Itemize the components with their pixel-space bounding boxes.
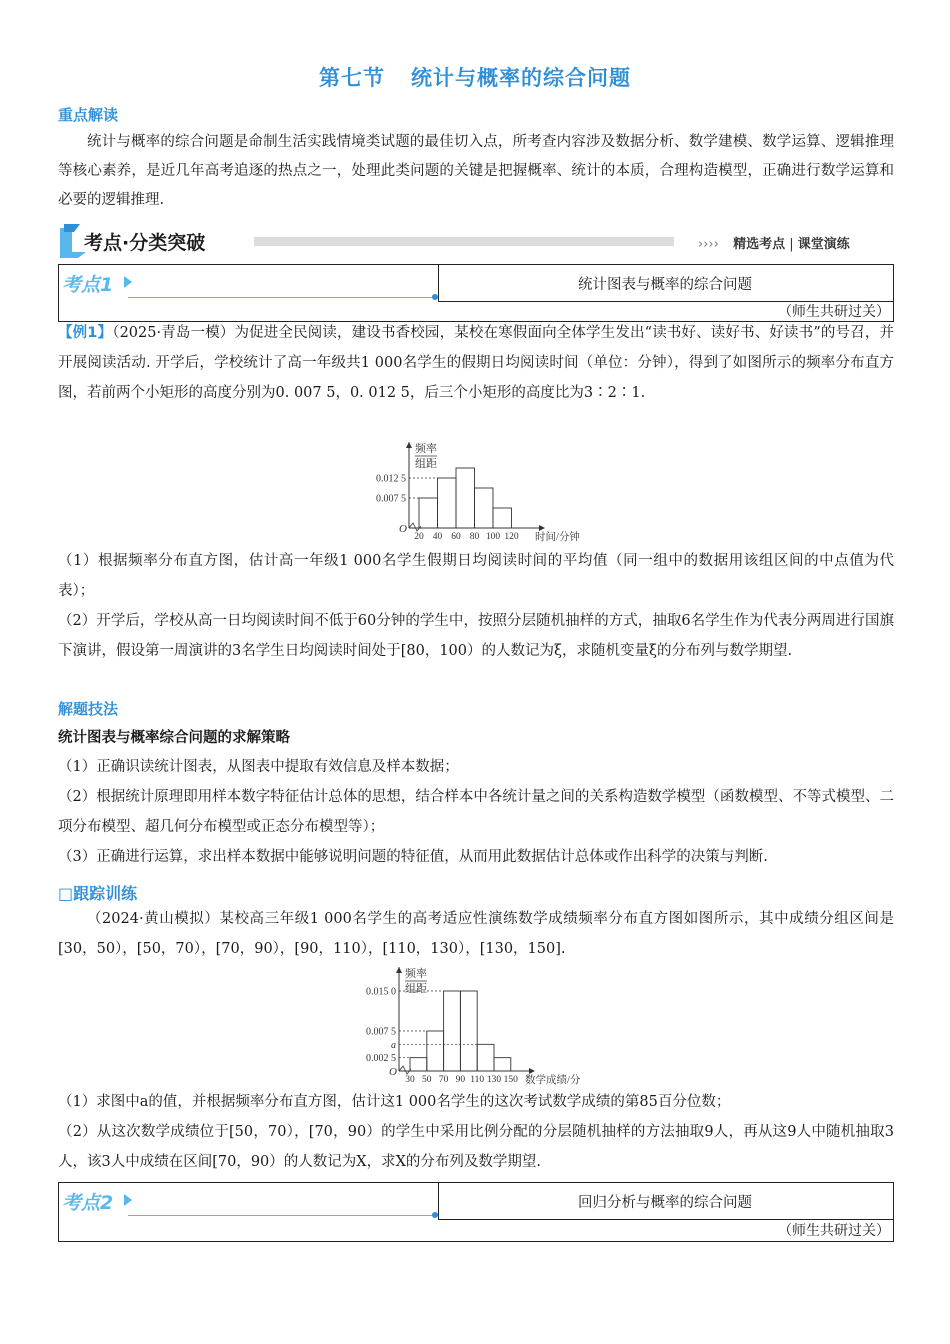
- x-tick-120: 120: [504, 532, 519, 542]
- y-tick-1: 0.012 5: [376, 473, 406, 485]
- x-tick-150: 150: [503, 1075, 518, 1085]
- histogram-bar-4: [475, 488, 494, 528]
- origin-label: O: [389, 1066, 397, 1078]
- kaodian1-line: [128, 297, 434, 298]
- histogram-bar-4: [460, 991, 477, 1071]
- histogram-bar-6: [494, 1058, 511, 1071]
- x-axis-arrow: [539, 525, 545, 531]
- banner-sep: |: [789, 237, 794, 252]
- histogram-math-scores: [352, 963, 602, 1087]
- kaodian1-note: （师生共研过关）: [778, 304, 890, 320]
- kaodian2-arrow-icon: [124, 1194, 132, 1206]
- x-axis-label: 数学成绩/分: [525, 1075, 581, 1086]
- x-tick-20: 20: [414, 532, 424, 542]
- axis-break-mark: [399, 1066, 411, 1074]
- banner-bar: [254, 237, 674, 246]
- histogram-bar-1: [419, 498, 438, 528]
- training-heading: □跟踪训练: [58, 884, 138, 903]
- histogram-reading-time: [365, 438, 615, 546]
- histogram-bar-1: [410, 1058, 427, 1071]
- y-label-top: 频率: [415, 443, 437, 455]
- x-tick-80: 80: [469, 532, 480, 542]
- banner-right: [698, 233, 850, 252]
- histogram-bar-3: [456, 468, 475, 528]
- section-banner: [58, 224, 894, 260]
- x-tick-30: 30: [405, 1075, 415, 1085]
- kaodian1-dot: [432, 294, 438, 300]
- y-tick-2: 0.007 5: [376, 493, 406, 505]
- example1-text: （2025·青岛一模）为促进全民阅读，建设书香校园，某校在寒假面向全体学生发出“读书好、读好书、好读书”的号召，并开展阅读活动. 开学后，学校统计了高一年级共1 000名学生的假期日均阅读时间（单位：分钟），得到了如图所示的频率分布直方图，若前两个小矩形的高度分别为0. 007 5，0. 012 5，后三个小矩形的高度比为3∶2∶1.: [58, 325, 894, 401]
- x-tick-90: 90: [455, 1075, 466, 1085]
- banner-title: 考点·分类突破: [84, 232, 206, 254]
- method-heading: 解题技法: [58, 700, 119, 718]
- x-tick-130: 130: [486, 1075, 502, 1085]
- training-q2: （2）从这次数学成绩位于[50，70），[70，90）的学生中采用比例分配的分层随机抽样的方法抽取9人，再从这9人中随机抽取3人，该3人中成绩在区间[70，90）的人数记为X，求X的分布列及数学期望.: [58, 1124, 894, 1170]
- section-number: 第七节: [319, 66, 385, 90]
- training-text: （2024·黄山模拟）某校高三年级1 000名学生的高考适应性演练数学成绩频率分布直方图如图所示，其中成绩分组区间是[30，50），[50，70），[70，90），[90，110），[110，130），[130，150].: [58, 911, 894, 957]
- method-item-3: （3）正确进行运算，求出样本数据中能够说明问题的特征值，从而用此数据估计总体或作出科学的决策与判断.: [58, 849, 768, 865]
- example1-q1: （1）根据频率分布直方图，估计高一年级1 000名学生假期日均阅读时间的平均值（同一组中的数据用该组区间的中点值为代表）；: [58, 553, 894, 599]
- page-title: [0, 62, 950, 92]
- kaodian2-header: [58, 1182, 894, 1242]
- kaodian1-label: 考点1: [62, 274, 114, 296]
- kaodian2-dot: [432, 1212, 438, 1218]
- x-tick-40: 40: [432, 532, 443, 542]
- histogram-bar-3: [444, 991, 461, 1071]
- section-name: 统计与概率的综合问题: [411, 66, 631, 90]
- method-item-2: （2）根据统计原理即用样本数字特征估计总体的思想，结合样本中各统计量之间的关系构造数学模型（函数模型、不等式模型、二项分布模型、超几何分布模型或正态分布模型等）；: [58, 789, 894, 835]
- x-tick-50: 50: [422, 1075, 432, 1085]
- banner-right-b: 课堂演练: [797, 237, 850, 252]
- x-axis-label: 时间/分钟: [535, 532, 580, 543]
- y-axis-arrow: [396, 967, 402, 973]
- x-tick-70: 70: [438, 1075, 449, 1085]
- y-label-bottom: 组距: [415, 458, 437, 470]
- method-list: [58, 752, 894, 872]
- method-subheading: 统计图表与概率综合问题的求解策略: [58, 730, 290, 746]
- histogram-bar-2: [427, 1031, 444, 1071]
- kaodian2-line: [128, 1215, 434, 1216]
- x-tick-60: 60: [451, 532, 461, 542]
- x-axis-arrow: [529, 1068, 535, 1074]
- banner-corner-accent: [64, 224, 80, 232]
- y-tick-2: 0.007 5: [366, 1026, 396, 1038]
- histogram-bar-2: [438, 478, 457, 528]
- histogram-bar-5: [477, 1044, 494, 1071]
- training-questions: [58, 1087, 894, 1177]
- kaodian2-topic: 回归分析与概率的综合问题: [578, 1195, 752, 1211]
- example1: [58, 318, 894, 408]
- example1-q2: （2）开学后，学校从高一日均阅读时间不低于60分钟的学生中，按照分层随机抽样的方式，抽取6名学生作为代表分两周进行国旗下演讲，假设第一周演讲的3名学生日均阅读时间处于[80，100）的人数记为ξ，求随机变量ξ的分布列与数学期望.: [58, 613, 894, 659]
- example1-questions: [58, 546, 894, 666]
- y-label-bottom: 组距: [405, 983, 427, 995]
- training-q1: （1）求图中a的值，并根据频率分布直方图，估计这1 000名学生的这次考试数学成绩的第85百分位数；: [58, 1094, 731, 1110]
- kaodian1-header: [58, 264, 894, 322]
- y-tick-3: a: [391, 1039, 396, 1051]
- histogram-bar-5: [493, 508, 512, 528]
- kaodian1-topic: 统计图表与概率的综合问题: [578, 277, 752, 293]
- kaodian2-label: 考点2: [62, 1192, 114, 1214]
- banner-right-a: 精选考点: [733, 237, 786, 252]
- example1-label: 【例1】: [58, 325, 113, 341]
- x-tick-100: 100: [485, 532, 501, 542]
- y-tick-1: 0.015 0: [366, 986, 396, 998]
- method-item-1: （1）正确识读统计图表，从图表中提取有效信息及样本数据；: [58, 759, 459, 775]
- x-tick-110: 110: [470, 1075, 485, 1085]
- banner-arrows: ››››: [698, 237, 719, 252]
- y-tick-4: 0.002 5: [366, 1053, 396, 1065]
- origin-label: O: [399, 523, 407, 535]
- y-label-top: 频率: [405, 968, 427, 980]
- key-reading-heading: 重点解读: [58, 106, 119, 124]
- y-axis-arrow: [406, 442, 412, 448]
- kaodian1-arrow-icon: [124, 276, 132, 288]
- kaodian2-note: （师生共研过关）: [778, 1223, 890, 1239]
- key-reading-text: 统计与概率的综合问题是命制生活实践情境类试题的最佳切入点，所考查内容涉及数据分析、数学建模、数学运算、逻辑推理等核心素养，是近几年高考追逐的热点之一，处理此类问题的关键是把握概率、统计的本质，合理构造模型，正确进行数学运算和必要的逻辑推理.: [58, 134, 894, 208]
- banner-corner-icon: [60, 228, 86, 258]
